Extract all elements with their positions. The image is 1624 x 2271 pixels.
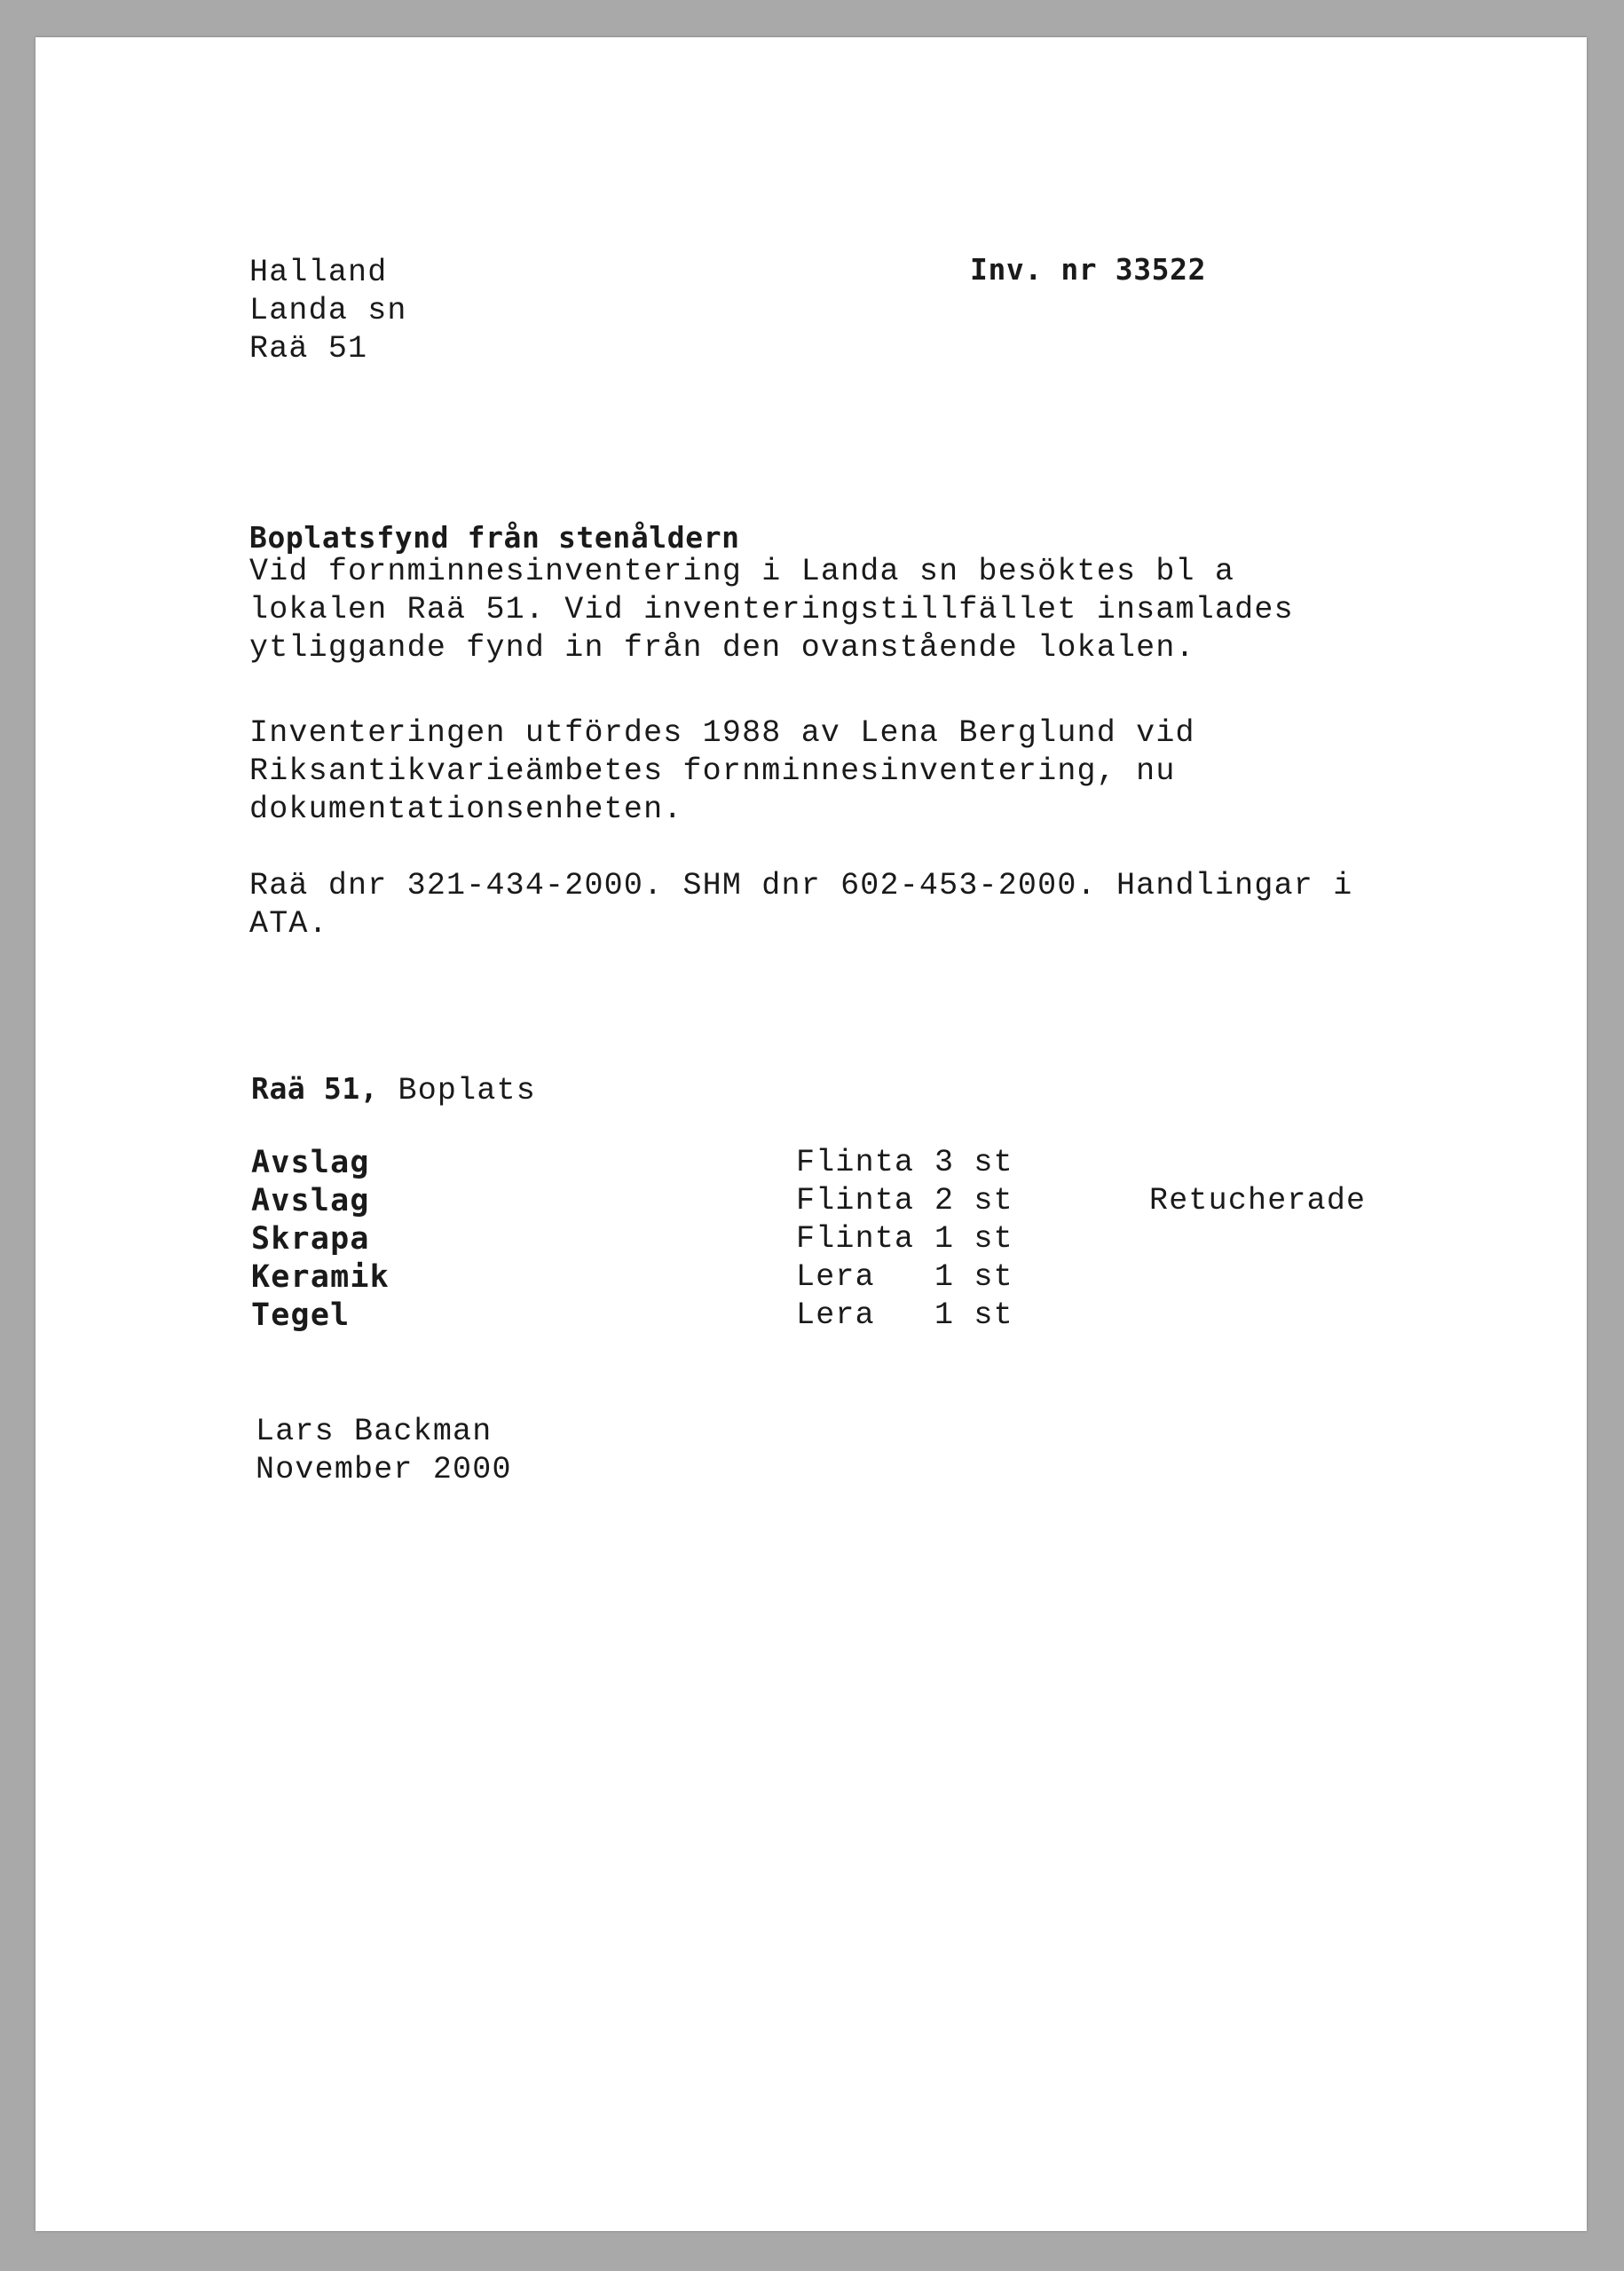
table-row — [251, 1258, 1494, 1297]
paragraph-1-line: ytliggande fynd in från den ovanstående lokalen. — [249, 630, 1195, 666]
find-name: Keramik — [251, 1259, 390, 1295]
find-material: Lera — [796, 1297, 875, 1333]
find-count: 3 st — [934, 1145, 1013, 1180]
finds-site-type: Boplats — [398, 1073, 536, 1108]
signature-date: November 2000 — [256, 1452, 512, 1487]
table-row — [251, 1220, 1494, 1258]
table-row — [251, 1297, 1494, 1335]
table-row — [251, 1144, 1494, 1182]
header-parish: Landa sn — [249, 293, 407, 328]
paragraph-3-line: ATA. — [249, 906, 328, 942]
header-site: Raä 51 — [249, 331, 368, 367]
paragraph-2-line: Inventeringen utfördes 1988 av Lena Berglund vid — [249, 715, 1195, 751]
paragraph-2-line: dokumentationsenheten. — [249, 792, 683, 827]
paragraph-1-line: Vid fornminnesinventering i Landa sn besöktes bl a — [249, 554, 1235, 589]
paragraph-1-line: lokalen Raä 51. Vid inventeringstillfället insamlades — [249, 592, 1294, 627]
paragraph-2-line: Riksantikvarieämbetes fornminnesinventering, nu — [249, 753, 1176, 789]
find-name: Avslag — [251, 1183, 370, 1218]
header-province: Halland — [249, 255, 388, 290]
find-note: Retucherade — [1149, 1183, 1367, 1218]
find-count: 2 st — [934, 1183, 1013, 1218]
table-row — [251, 1182, 1494, 1220]
finds-site-label: Raä 51, — [251, 1071, 379, 1106]
signature-author: Lars Backman — [256, 1414, 493, 1449]
inventory-number: Inv. nr 33522 — [970, 252, 1207, 287]
find-count: 1 st — [934, 1259, 1013, 1295]
document-page — [35, 37, 1587, 2231]
find-count: 1 st — [934, 1297, 1013, 1333]
finds-site-heading — [251, 1069, 536, 1110]
find-name: Avslag — [251, 1145, 370, 1180]
find-material: Flinta — [796, 1183, 915, 1218]
section-title: Boplatsfynd från stenåldern — [249, 520, 740, 555]
find-material: Flinta — [796, 1145, 915, 1180]
paragraph-3-line: Raä dnr 321-434-2000. SHM dnr 602-453-2000. Handlingar i — [249, 868, 1353, 903]
find-material: Flinta — [796, 1221, 915, 1257]
find-count: 1 st — [934, 1221, 1013, 1257]
find-name: Tegel — [251, 1297, 351, 1333]
find-name: Skrapa — [251, 1221, 370, 1257]
find-material: Lera — [796, 1259, 875, 1295]
